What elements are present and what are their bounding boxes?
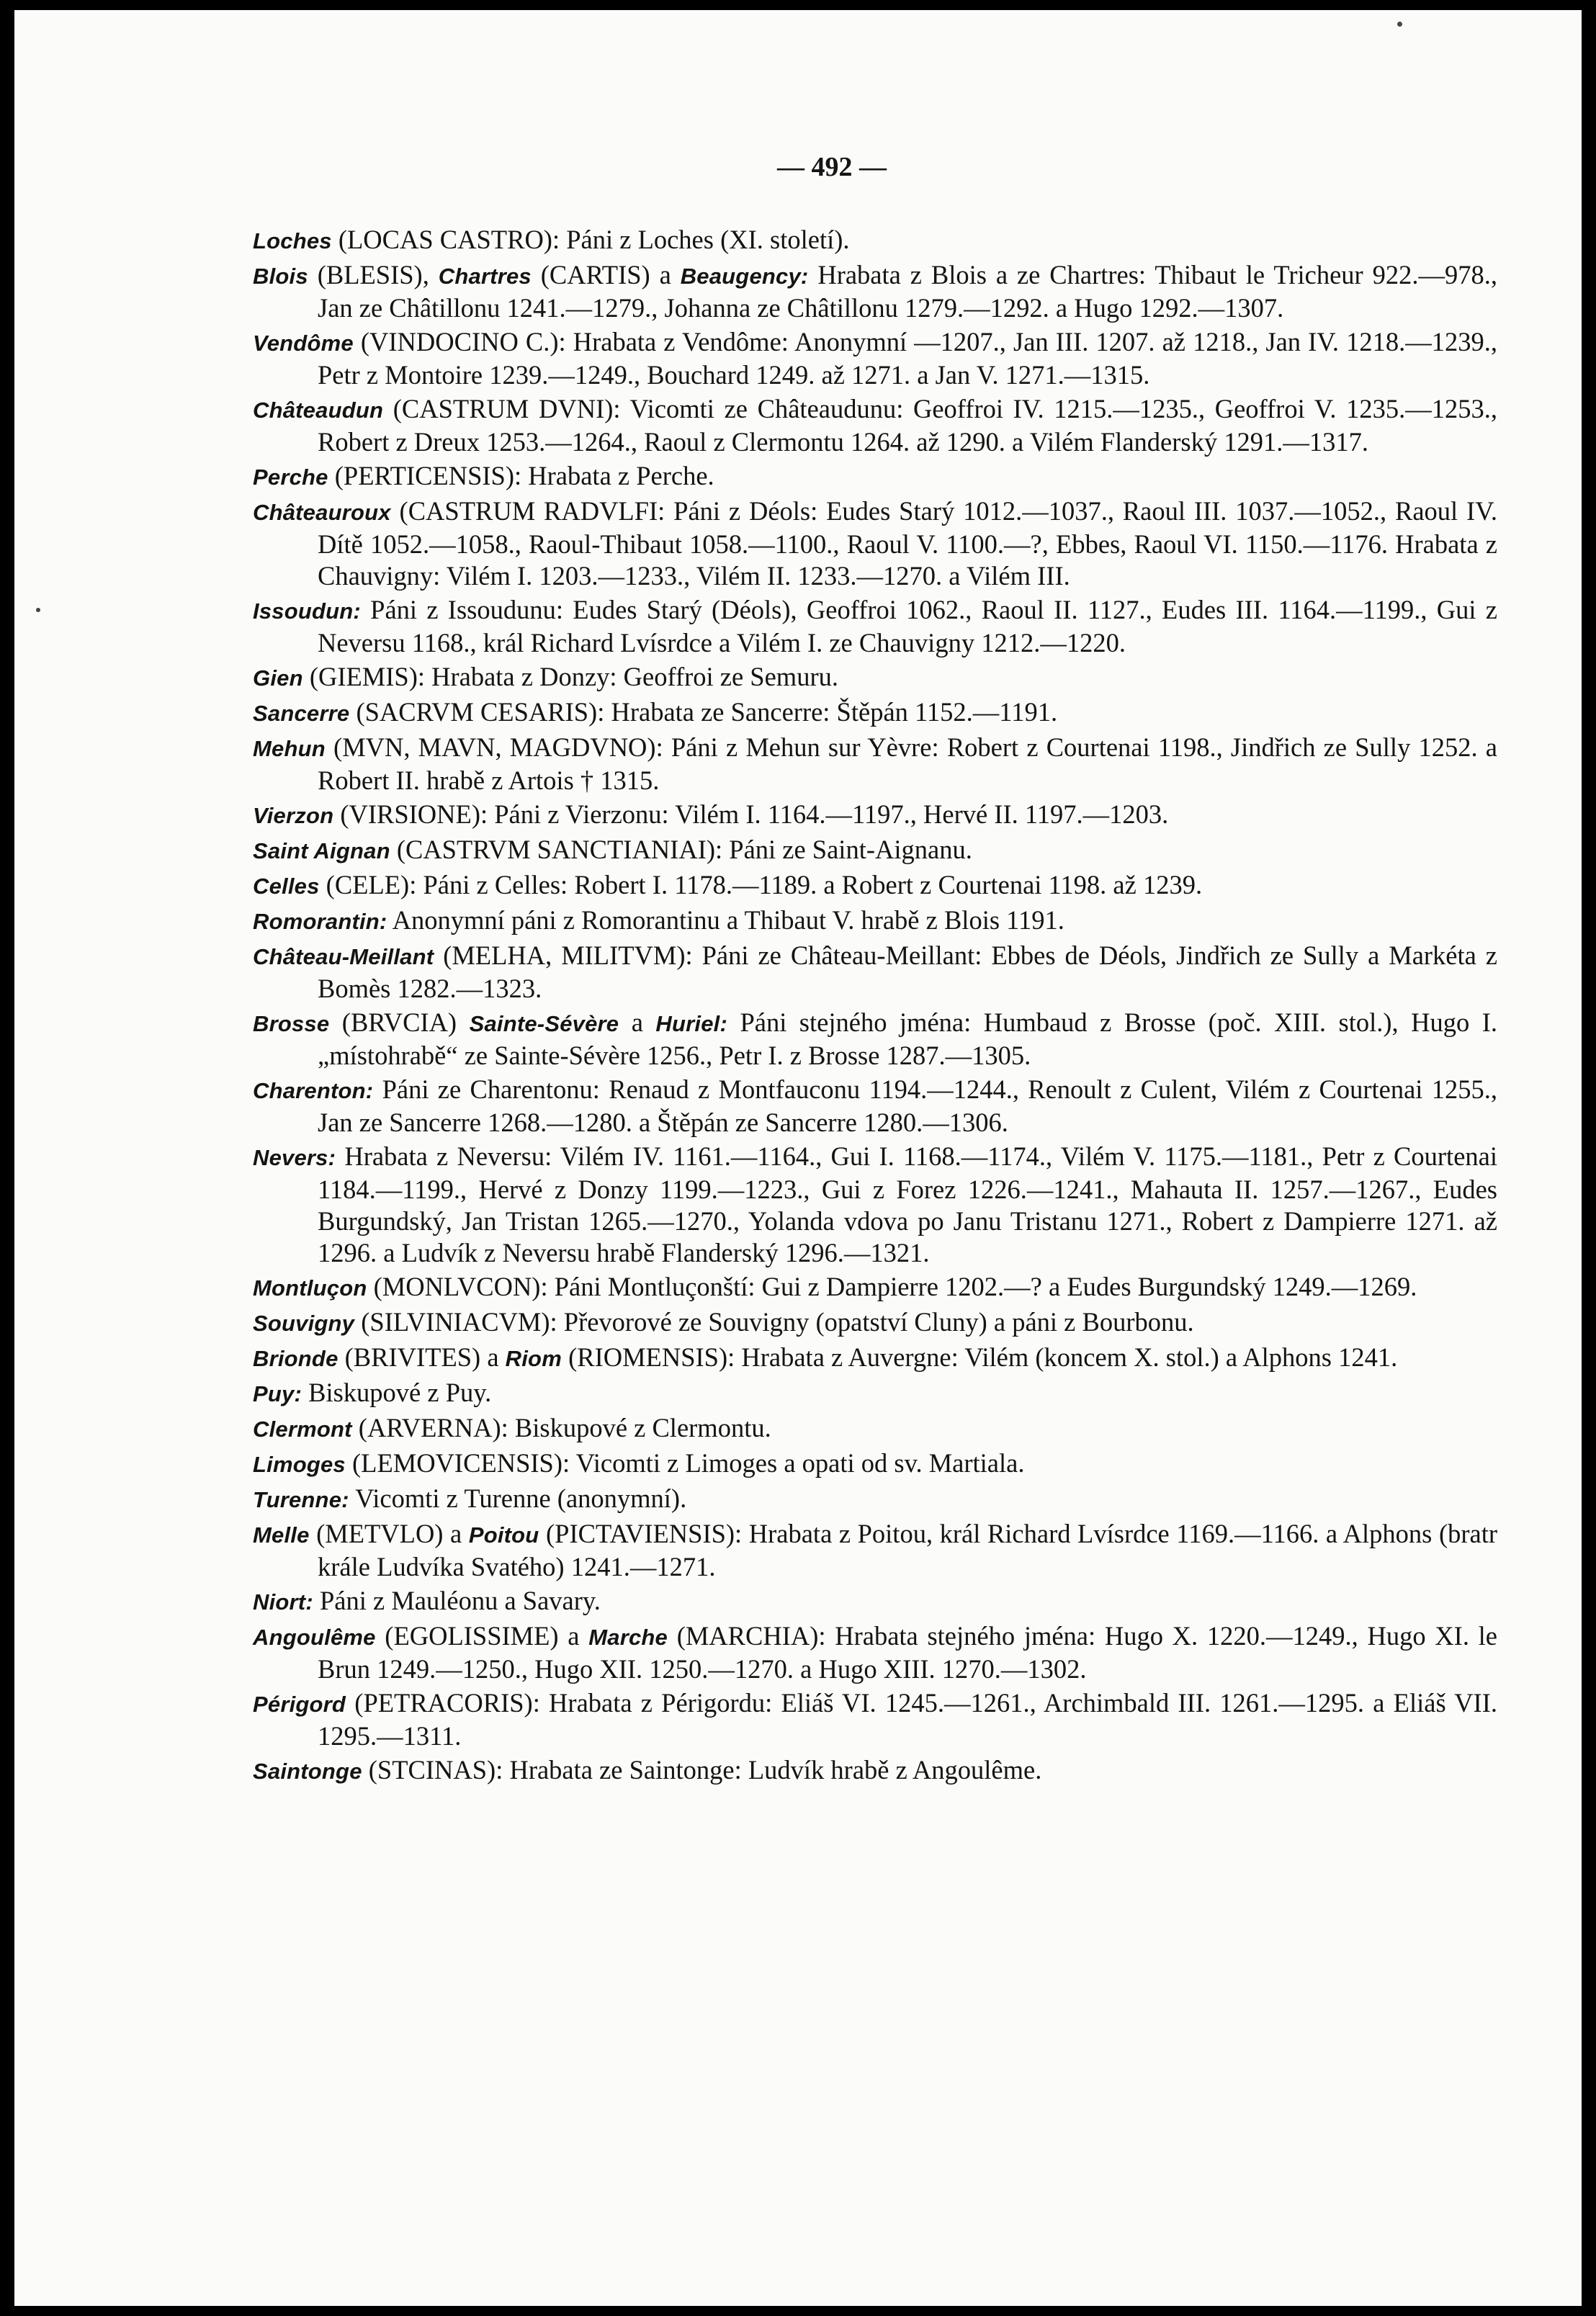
place-name: Souvigny xyxy=(253,1311,355,1336)
entry-text: (VINDOCINO C.): Hrabata z Vendôme: Anonymní —1207., Jan III. 1207. až 1218., Jan IV. 1218.—1239., Petr z Montoire 1239.—1249., Bouchard 1249. až 1271. a Jan V. 1271.—1315. xyxy=(318,327,1497,390)
entry xyxy=(253,1306,1497,1339)
entry xyxy=(253,460,1497,493)
entry xyxy=(253,1754,1497,1787)
entry xyxy=(253,661,1497,694)
place-name: Château-Meillant xyxy=(253,944,434,969)
place-name: Melle xyxy=(253,1522,310,1548)
entry xyxy=(253,905,1497,938)
entry-text: Anonymní páni z Romorantinu a Thibaut V. hrabě z Blois 1191. xyxy=(387,905,1064,935)
place-name: Poitou xyxy=(468,1522,539,1548)
entry-text: (MONLVCON): Páni Montluçonští: Gui z Dampierre 1202.—? a Eudes Burgundský 1249.—1269. xyxy=(367,1272,1417,1301)
place-name: Vendôme xyxy=(253,331,354,356)
entry-text: Biskupové z Puy. xyxy=(301,1378,492,1407)
entry-text: (CASTRUM DVNI): Vicomti ze Châteaudunu: Geoffroi IV. 1215.—1235., Geoffroi V. 1235.—1253., Robert z Dreux 1253.—1264., Raoul z Clermontu 1264. až 1290. a Vilém Flanderský 1291.—1317. xyxy=(318,394,1497,457)
entry-text: (BRIVITES) a xyxy=(338,1342,506,1372)
place-name: Brionde xyxy=(253,1346,339,1371)
entry xyxy=(253,1377,1497,1410)
entry xyxy=(253,696,1497,730)
place-name: Limoges xyxy=(253,1452,346,1477)
entry-text: (SACRVM CESARIS): Hrabata ze Sancerre: Štěpán 1152.—1191. xyxy=(349,697,1058,727)
place-name: Gien xyxy=(253,665,303,691)
place-name: Loches xyxy=(253,228,332,253)
entry xyxy=(253,326,1497,391)
place-name: Marche xyxy=(588,1625,668,1650)
print-speck xyxy=(1397,22,1402,27)
entry-text: (CASTRVM SANCTIANIAI): Páni ze Saint-Aignanu. xyxy=(390,835,972,864)
entry-text: (ARVERNA): Biskupové z Clermontu. xyxy=(351,1413,771,1442)
place-name: Vierzon xyxy=(253,803,334,828)
entry xyxy=(253,1007,1497,1072)
place-name: Châteaudun xyxy=(253,398,384,423)
entry-text: (MELHA, MILITVM): Páni ze Château-Meillant: Ebbes de Déols, Jindřich ze Sully a Markéta z Bomès 1282.—1323. xyxy=(318,941,1497,1003)
entry-text: (SILVINIACVM): Převorové ze Souvigny (opatství Cluny) a páni z Bourbonu. xyxy=(354,1307,1194,1337)
entry-text: (LEMOVICENSIS): Vicomti z Limoges a opati od sv. Martiala. xyxy=(345,1448,1025,1478)
entry-text: (CELE): Páni z Celles: Robert I. 1178.—1189. a Robert z Courtenai 1198. až 1239. xyxy=(319,870,1203,899)
entry xyxy=(253,869,1497,902)
entry-text: (RIOMENSIS): Hrabata z Auvergne: Vilém (koncem X. stol.) a Alphons 1241. xyxy=(561,1342,1398,1372)
entry-text: (EGOLISSIME) a xyxy=(375,1621,589,1651)
place-name: Nevers: xyxy=(253,1145,336,1170)
place-name: Clermont xyxy=(253,1417,352,1442)
entry xyxy=(253,940,1497,1005)
entry xyxy=(253,495,1497,592)
place-name: Montluçon xyxy=(253,1275,367,1301)
place-name: Charenton: xyxy=(253,1078,374,1103)
entry-text: (GIEMIS): Hrabata z Donzy: Geoffroi ze Semuru. xyxy=(302,662,838,691)
entry xyxy=(253,1271,1497,1304)
entry-text: Hrabata z Neversu: Vilém IV. 1161.—1164., Gui I. 1168.—1174., Vilém V. 1175.—1181., Petr z Courtenai 1184.—1199., Hervé z Donzy 1199.—1223., Gui z Forez 1226.—1241., Mahauta II. 1257.—1267., Eudes Burgundský, Jan Tristan 1265.—1270., Yolanda vdova po Janu Tristanu 1271., Robert z Dampierre 1271. až 1296. a Ludvík z Neversu hrabě Flanderský 1296.—1321. xyxy=(318,1141,1497,1267)
place-name: Périgord xyxy=(253,1692,346,1717)
place-name: Niort: xyxy=(253,1589,313,1615)
place-name: Riom xyxy=(505,1346,562,1371)
entry xyxy=(253,1483,1497,1516)
entry-text: (MARCHIA): Hrabata stejného jména: Hugo X. 1220.—1249., Hugo XI. le Brun 1249.—1250., Hugo XII. 1250.—1270. a Hugo XIII. 1270.—1302. xyxy=(318,1621,1497,1684)
entry-text: a xyxy=(619,1007,656,1037)
entry xyxy=(253,259,1497,324)
entry xyxy=(253,594,1497,659)
place-name: Huriel: xyxy=(655,1011,727,1036)
place-name: Puy: xyxy=(253,1381,302,1406)
entry xyxy=(253,224,1497,257)
place-name: Celles xyxy=(253,874,320,899)
place-name: Perche xyxy=(253,464,328,490)
entry xyxy=(253,732,1497,796)
entry xyxy=(253,834,1497,867)
entry xyxy=(253,1620,1497,1685)
entry-list xyxy=(253,224,1497,1790)
entry-text: (PERTICENSIS): Hrabata z Perche. xyxy=(328,461,714,490)
place-name: Beaugency: xyxy=(680,264,809,289)
entry-text: Vicomti z Turenne (anonymní). xyxy=(349,1484,687,1513)
place-name: Saintonge xyxy=(253,1759,362,1784)
entry-text: (STCINAS): Hrabata ze Saintonge: Ludvík hrabě z Angoulême. xyxy=(362,1755,1042,1785)
entry-text: (BLESIS), xyxy=(308,260,439,290)
entry-text: Páni z Issoudunu: Eudes Starý (Déols), Geoffroi 1062., Raoul II. 1127., Eudes III. 1164.—1199., Gui z Neversu 1168., král Richard Lvísrdce a Vilém I. ze Chauvigny 1212.—1220. xyxy=(318,595,1497,657)
entry-text: (CARTIS) a xyxy=(531,260,681,290)
entry xyxy=(253,1518,1497,1583)
place-name: Châteauroux xyxy=(253,500,391,525)
entry-text: Páni ze Charentonu: Renaud z Montfauconu 1194.—1244., Renoult z Culent, Vilém z Courtenai 1255., Jan ze Sancerre 1268.—1280. a Štěpán ze Sancerre 1280.—1306. xyxy=(318,1074,1497,1137)
place-name: Blois xyxy=(253,264,308,289)
entry xyxy=(253,393,1497,458)
entry xyxy=(253,1687,1497,1752)
entry xyxy=(253,1141,1497,1269)
place-name: Chartres xyxy=(438,264,532,289)
entry xyxy=(253,1342,1497,1375)
entry-text: (METVLO) a xyxy=(309,1519,469,1548)
print-speck xyxy=(36,608,40,612)
entry xyxy=(253,1412,1497,1445)
place-name: Mehun xyxy=(253,736,326,761)
place-name: Turenne: xyxy=(253,1487,349,1512)
entry-text: Páni stejného jména: Humbaud z Brosse (poč. XIII. stol.), Hugo I. „místohrabě“ ze Sainte-Sévère 1256., Petr I. z Brosse 1287.—1305. xyxy=(318,1007,1498,1070)
entry-text: (MVN, MAVN, MAGDVNO): Páni z Mehun sur Yèvre: Robert z Courtenai 1198., Jindřich ze Sully 1252. a Robert II. hrabě z Artois † 1315. xyxy=(318,732,1497,795)
entry-text: (CASTRUM RADVLFI: Páni z Déols: Eudes Starý 1012.—1037., Raoul III. 1037.—1052., Raoul IV. Dítě 1052.—1058., Raoul-Thibaut 1058.—1100., Raoul V. 1100.—?, Ebbes, Raoul VI. 1150.—1176. Hrabata z Chauvigny: Vilém I. 1203.—1233., Vilém II. 1233.—1270. a Vilém III. xyxy=(318,496,1497,591)
place-name: Angoulême xyxy=(253,1625,376,1650)
page-number: — 492 — xyxy=(777,152,887,182)
place-name: Sainte-Sévère xyxy=(469,1011,619,1036)
place-name: Issoudun: xyxy=(253,598,361,624)
entry-text: (VIRSIONE): Páni z Vierzonu: Vilém I. 1164.—1197., Hervé II. 1197.—1203. xyxy=(333,799,1169,829)
entry-text: Páni z Mauléonu a Savary. xyxy=(313,1586,601,1615)
place-name: Romorantin: xyxy=(253,909,387,934)
entry xyxy=(253,799,1497,832)
entry-text: (PICTAVIENSIS): Hrabata z Poitou, král Richard Lvísrdce 1169.—1166. a Alphons (bratr krále Ludvíka Svatého) 1241.—1271. xyxy=(318,1519,1497,1581)
entry-text: (LOCAS CASTRO): Páni z Loches (XI. století). xyxy=(331,225,850,254)
entry xyxy=(253,1585,1497,1618)
place-name: Sancerre xyxy=(253,701,350,726)
entry xyxy=(253,1074,1497,1139)
document-page xyxy=(14,10,1582,2306)
entry-text: Hrabata z Blois a ze Chartres: Thibaut le Tricheur 922.—978., Jan ze Châtillonu 1241.—1279., Johanna ze Châtillonu 1279.—1292. a Hugo 1292.—1307. xyxy=(318,260,1497,323)
place-name: Brosse xyxy=(253,1011,330,1036)
place-name: Saint Aignan xyxy=(253,838,390,863)
entry-text: (BRVCIA) xyxy=(329,1007,470,1037)
entry-text: (PETRACORIS): Hrabata z Périgordu: Eliáš VI. 1245.—1261., Archimbald III. 1261.—1295. a Eliáš VII. 1295.—1311. xyxy=(318,1688,1497,1751)
entry xyxy=(253,1448,1497,1481)
